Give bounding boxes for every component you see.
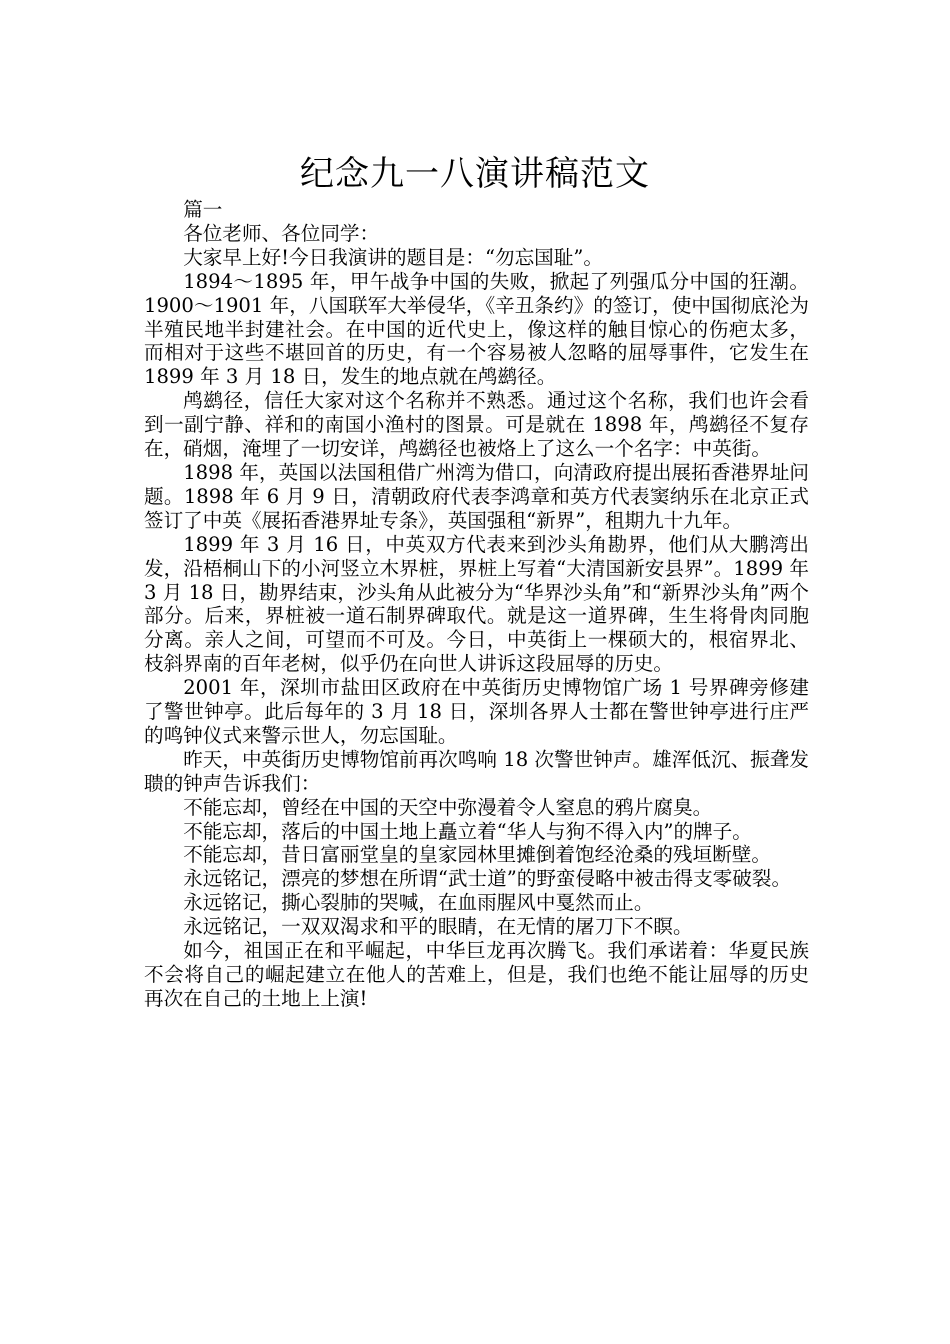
body-paragraph: 2001 年，深圳市盐田区政府在中英街历史博物馆广场 1 号界碑旁修建了警世钟亭。此后每年的 3 月 18 日，深圳各界人士都在警世钟亭进行庄严的鸣钟仪式来警示世人，勿忘国耻。 xyxy=(144,676,809,747)
body-paragraph: 不能忘却，昔日富丽堂皇的皇家园林里摊倒着饱经沧桑的残垣断壁。 xyxy=(183,843,771,867)
body-paragraph: 昨天，中英街历史博物馆前再次鸣响 18 次警世钟声。雄浑低沉、振聋发聩的钟声告诉我们： xyxy=(144,747,809,795)
body-paragraph: 1899 年 3 月 16 日，中英双方代表来到沙头角勘界，他们从大鹏湾出发，沿梧桐山下的小河竖立木界桩，界桩上写着“大清国新安县界”。1899 年 3 月 18 日，勘界结束，沙头角从此被分为“华界沙头角”和“新界沙头角”两个部分。后来，界桩被一道石制界碑取代。就是这一道界碑，生生将骨肉同胞分离。亲人之间，可望而不可及。今日，中英街上一棵硕大的，根宿界北、枝斜界南的百年老树，似乎仍在向世人讲诉这段屈辱的历史。 xyxy=(144,532,809,676)
section-heading: 篇一 xyxy=(183,198,223,221)
salutation: 各位老师、各位同学： xyxy=(183,221,380,245)
body-paragraph: 永远铭记，一双双渴求和平的眼睛，在无情的屠刀下不瞑。 xyxy=(183,915,693,939)
greeting-paragraph: 大家早上好!今日我演讲的题目是：“勿忘国耻”。 xyxy=(183,245,603,269)
closing-paragraph: 如今，祖国正在和平崛起，中华巨龙再次腾飞。我们承诺着：华夏民族不会将自己的崛起建立在他人的苦难上，但是，我们也绝不能让屈辱的历史再次在自己的土地上上演! xyxy=(144,939,809,1010)
body-paragraph: 不能忘却，落后的中国土地上矗立着“华人与狗不得入内”的牌子。 xyxy=(183,819,752,843)
body-paragraph: 不能忘却，曾经在中国的天空中弥漫着令人窒息的鸦片腐臭。 xyxy=(183,795,713,819)
document-body xyxy=(144,198,809,1011)
body-paragraph: 1894～1895 年，甲午战争中国的失败，掀起了列强瓜分中国的狂潮。1900～1901 年，八国联军大举侵华，《辛丑条约》的签订，使中国彻底沦为半殖民地半封建社会。在中国的近代史上，像这样的触目惊心的伤疤太多，而相对于这些不堪回首的历史，有一个容易被人忽略的屈辱事件，它发生在 1899 年 3 月 18 日，发生的地点就在鸬鹚径。 xyxy=(144,269,809,389)
body-paragraph: 1898 年，英国以法国租借广州湾为借口，向清政府提出展拓香港界址问题。1898 年 6 月 9 日，清朝政府代表李鸿章和英方代表窦纳乐在北京正式签订了中英《展拓香港界址专条》，英国强租“新界”，租期九十九年。 xyxy=(144,460,809,532)
body-paragraph: 鸬鹚径，信任大家对这个名称并不熟悉。通过这个名称，我们也许会看到一副宁静、祥和的南国小渔村的图景。可是就在 1898 年，鸬鹚径不复存在，硝烟，淹埋了一切安详，鸬鹚径也被烙上了这么一个名字：中英街。 xyxy=(144,389,809,461)
body-paragraph: 永远铭记，漂亮的梦想在所谓“武士道”的野蛮侵略中被击得支零破裂。 xyxy=(183,867,792,891)
body-paragraph: 永远铭记，撕心裂肺的哭喊，在血雨腥风中戛然而止。 xyxy=(183,891,654,915)
document-title: 纪念九一八演讲稿范文 xyxy=(300,153,650,194)
